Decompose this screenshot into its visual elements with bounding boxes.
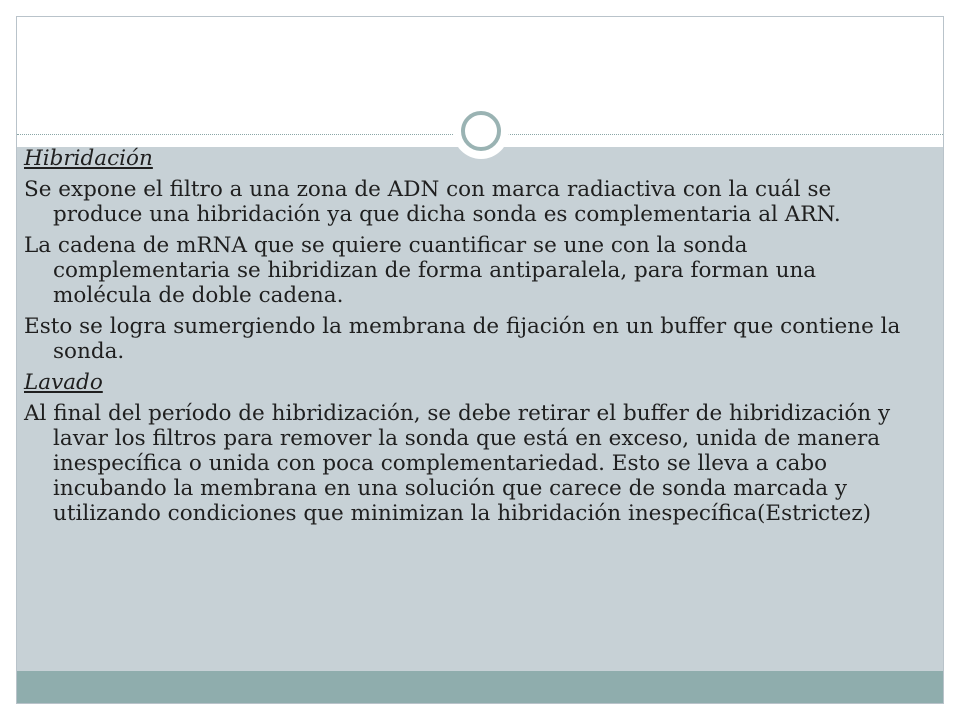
heading-lavado: Lavado [24, 370, 103, 395]
paragraph-hibridacion-1: Se expone el filtro a una zona de ADN con marca radiactiva con la cuál se produce una hibridación ya que dicha sonda es complementaria al ARN. [24, 177, 841, 227]
paragraph-lavado: Al final del período de hibridización, se debe retirar el buffer de hibridización y lavar los filtros para remover la sonda que está en exceso, unida de manera inespecífica o unida con poca complementariedad. Esto se lleva a cabo incubando la membrana en una solución que carece de sonda marcada y utilizando condiciones que minimizan la hibridación inespecífica(Estrictez) [24, 401, 891, 526]
footer-band [17, 671, 943, 704]
slide-body [24, 146, 904, 532]
heading-hibridacion: Hibridación [24, 146, 153, 171]
paragraph-hibridacion-3: Esto se logra sumergiendo la membrana de fijación en un buffer que contiene la sonda. [24, 314, 901, 364]
circle-ornament-inner [461, 111, 501, 151]
paragraph-hibridacion-2: La cadena de mRNA que se quiere cuantificar se une con la sonda complementaria se hibridizan de forma antiparalela, para forman una molécula de doble cadena. [24, 233, 817, 308]
